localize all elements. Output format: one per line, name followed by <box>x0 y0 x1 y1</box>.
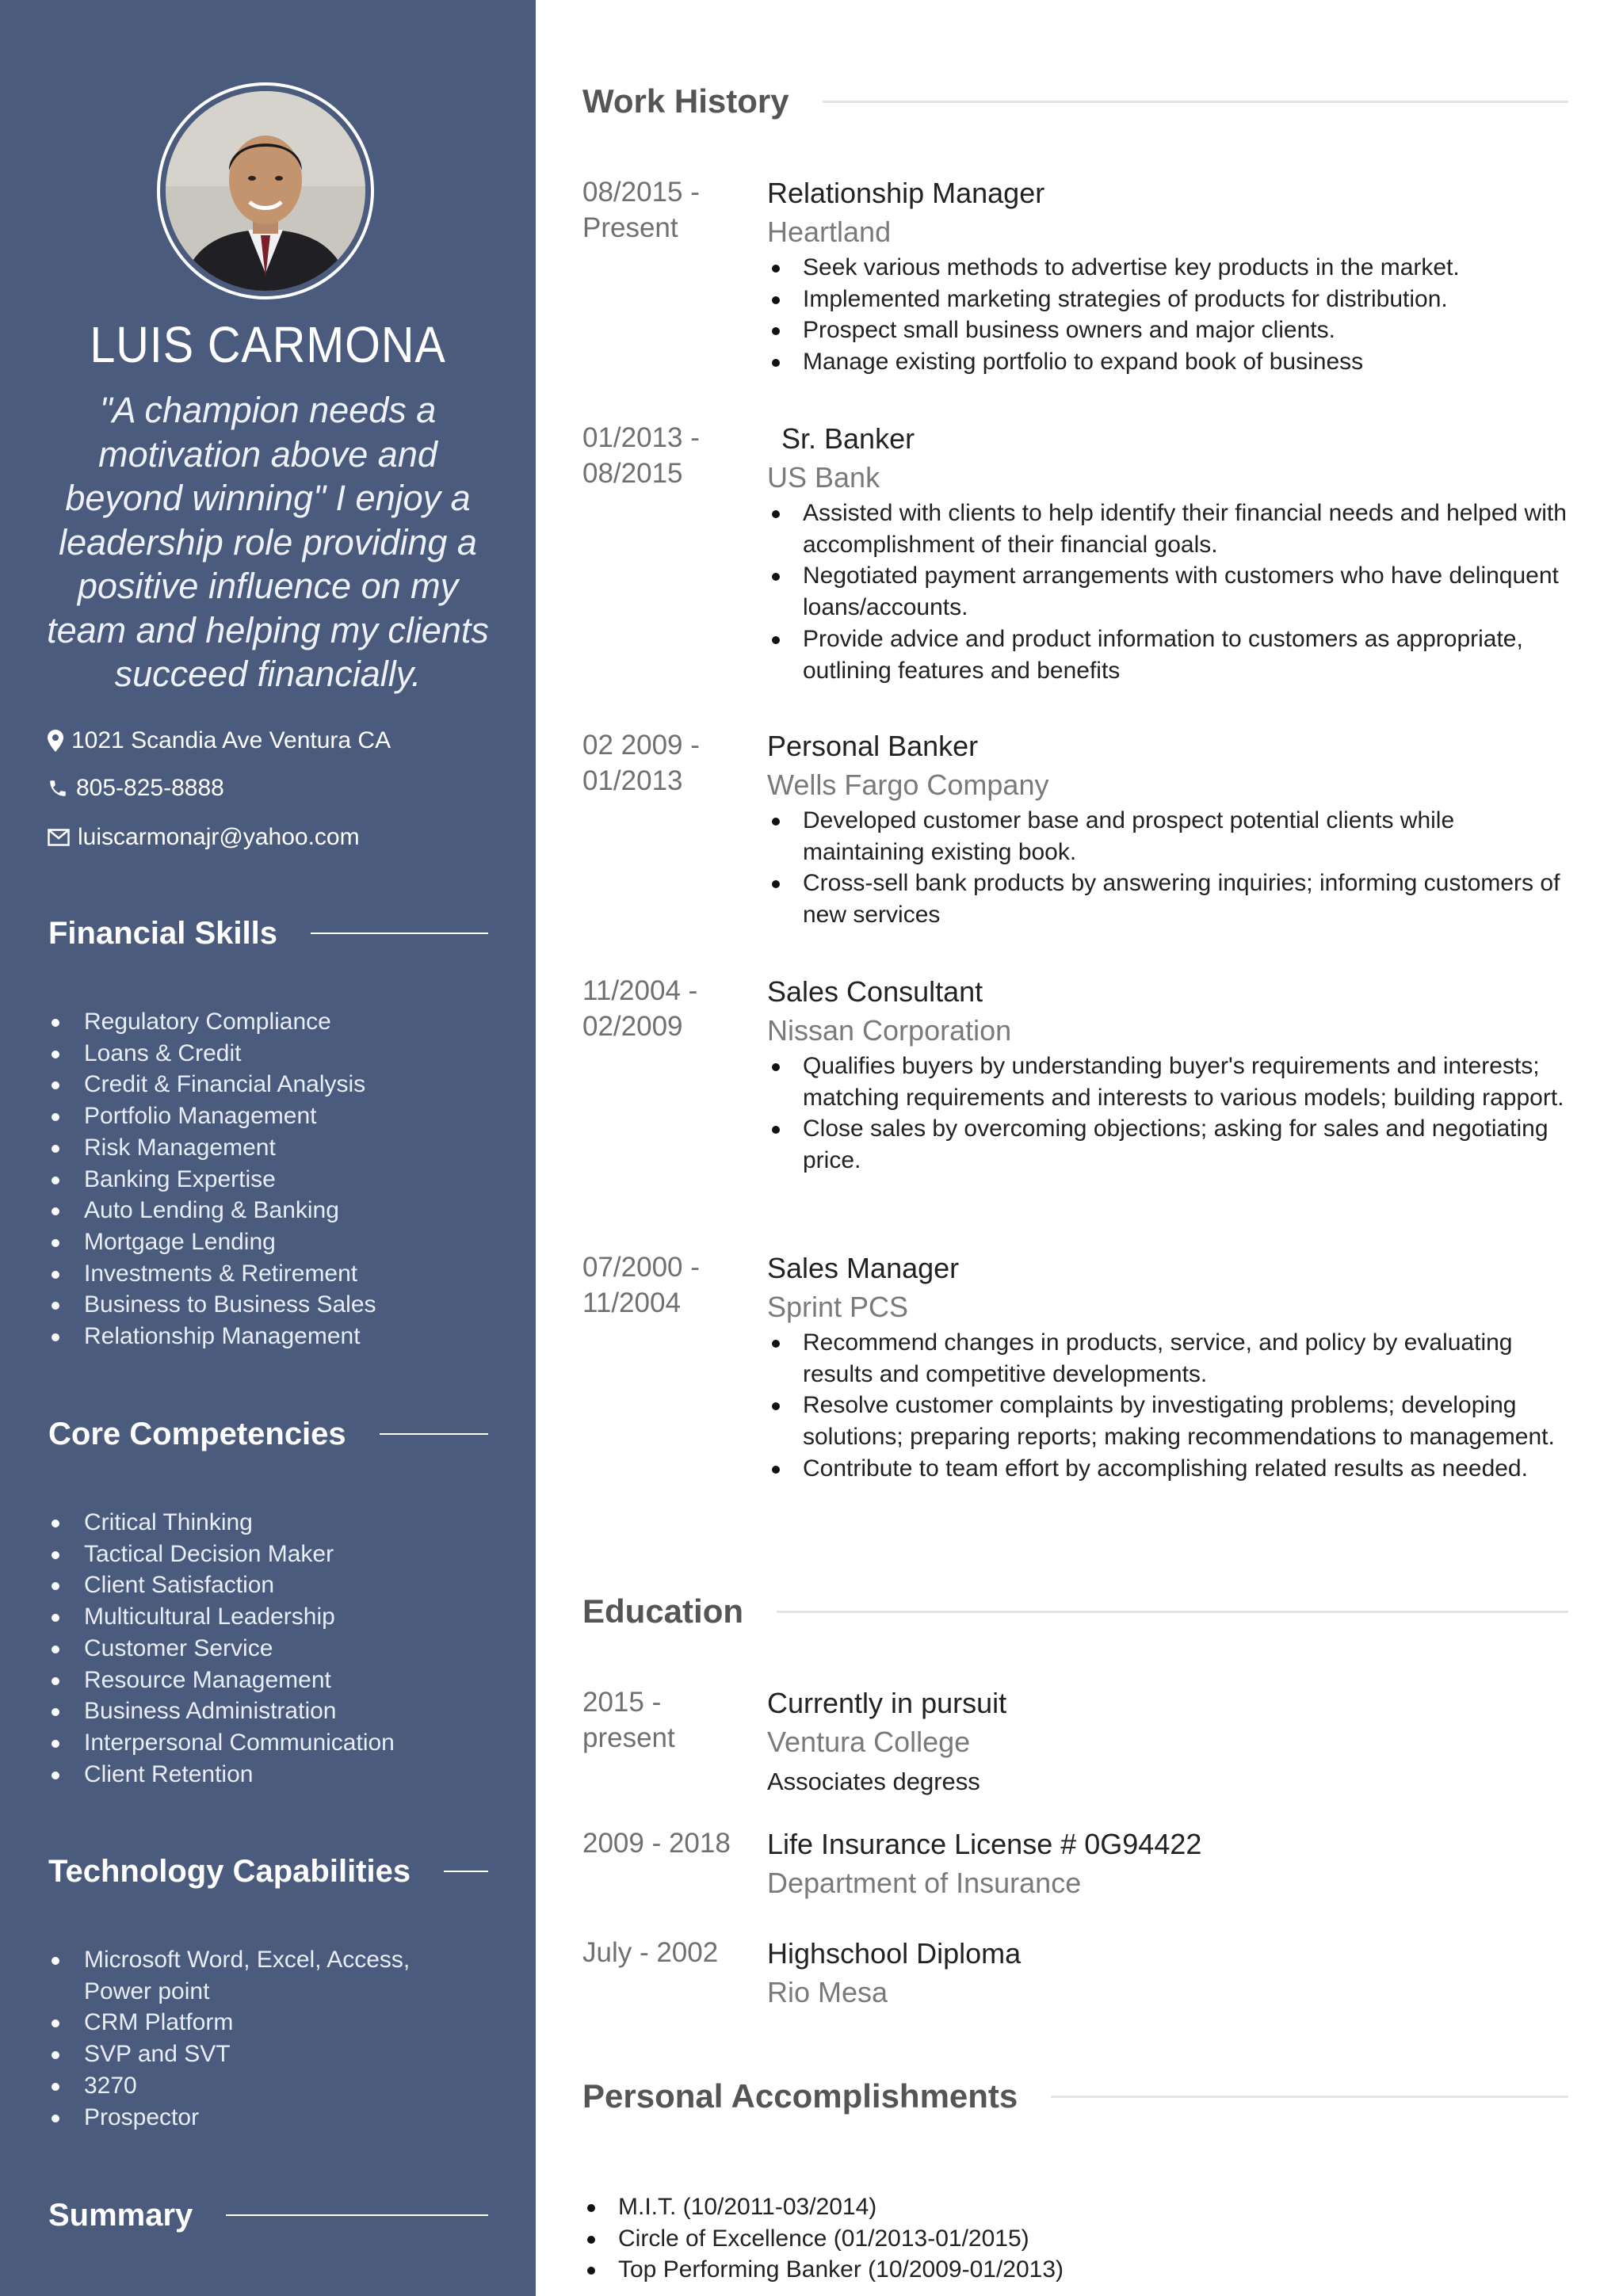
job-title: Sales Manager <box>767 1252 960 1284</box>
list-item: Business to Business Sales <box>48 1289 492 1321</box>
responsibility-list <box>767 498 1575 686</box>
list-item: SVP and SVT <box>48 2039 460 2070</box>
list-item: Mortgage Lending <box>48 1226 492 1258</box>
entry-content <box>767 1249 1575 1485</box>
list-item: Assisted with clients to help identify their financial needs and helped with accomplishment of their financial goals. <box>767 498 1575 560</box>
degree-title: Currently in pursuit <box>767 1687 1007 1719</box>
company-name: Sprint PCS <box>767 1291 909 1323</box>
work-history-heading <box>582 78 1568 125</box>
list-item: Client Satisfaction <box>48 1569 492 1601</box>
address-text: 1021 Scandia Ave Ventura CA <box>71 727 391 753</box>
entry-date: July - 2002 <box>582 1937 719 1968</box>
entry-content <box>767 973 1575 1177</box>
entry-content <box>767 1825 1575 1903</box>
list-item: Provide advice and product information to customers as appropriate, outlining features and benefits <box>767 624 1575 686</box>
email-text[interactable]: luiscarmonajr@yahoo.com <box>78 824 360 850</box>
job-title: Relationship Manager <box>767 177 1045 209</box>
section-title: Summary <box>48 2197 193 2233</box>
school-name: Rio Mesa <box>767 1976 888 2008</box>
list-item: 3270 <box>48 2070 460 2102</box>
school-name: Ventura College <box>767 1726 971 1758</box>
section-title: Education <box>582 1592 744 1630</box>
list-item: Customer Service <box>48 1633 492 1665</box>
degree-title: Highschool Diploma <box>767 1937 1022 1970</box>
summary-section <box>48 2191 488 2239</box>
accomplishments-list <box>582 2191 1568 2286</box>
list-item: Business Administration <box>48 1695 492 1727</box>
contact-address <box>48 727 391 754</box>
list-item: Implemented marketing strategies of products for distribution. <box>767 284 1575 315</box>
list-item: Close sales by overcoming objections; asking for sales and negotiating price. <box>767 1113 1575 1176</box>
responsibility-list <box>767 805 1575 931</box>
degree-note: Associates degress <box>767 1768 980 1795</box>
list-item: Credit & Financial Analysis <box>48 1069 492 1100</box>
list-item: Circle of Excellence (01/2013-01/2015) <box>582 2223 1568 2255</box>
school-name: Department of Insurance <box>767 1867 1082 1899</box>
entry-content <box>767 1684 1575 1802</box>
list-item: Recommend changes in products, service, and policy by evaluating results and competitive developments. <box>767 1327 1575 1390</box>
phone-text: 805-825-8888 <box>76 775 224 801</box>
financial-skills-section <box>48 910 488 1350</box>
entry-date: 02 2009 - 01/2013 <box>582 730 700 796</box>
company-name: Heartland <box>767 215 892 248</box>
section-title: Work History <box>582 82 789 120</box>
entry-date: 11/2004 - 02/2009 <box>582 975 698 1042</box>
education-heading <box>582 1588 1568 1635</box>
entry-date: 08/2015 - Present <box>582 177 700 243</box>
section-heading <box>48 1848 488 1895</box>
list-item: Relationship Management <box>48 1321 492 1352</box>
list-item: Portfolio Management <box>48 1100 492 1132</box>
list-item: Client Retention <box>48 1759 492 1791</box>
phone-icon <box>48 778 68 799</box>
heading-rule <box>777 1611 1568 1613</box>
entry-content <box>767 420 1575 686</box>
entry-date: 01/2013 - 08/2015 <box>582 422 700 489</box>
list-item: Qualifies buyers by understanding buyer's requirements and interests; matching requirements and interests to various models; building rapport. <box>767 1051 1575 1113</box>
heading-rule <box>1051 2096 1568 2098</box>
sidebar <box>0 0 536 2296</box>
list-item: CRM Platform <box>48 2007 460 2039</box>
profile-photo <box>166 91 365 291</box>
list-item: Prospector <box>48 2102 460 2134</box>
entry-content <box>767 727 1575 931</box>
list-item: Top Performing Banker (10/2009-01/2013) <box>582 2254 1568 2286</box>
list-item: Seek various methods to advertise key products in the market. <box>767 252 1575 284</box>
entry-date: 07/2000 - 11/2004 <box>582 1252 700 1318</box>
heading-rule <box>226 2214 488 2216</box>
list-item: Multicultural Leadership <box>48 1601 492 1633</box>
core-competencies-list <box>48 1507 492 1790</box>
list-item: Critical Thinking <box>48 1507 492 1539</box>
list-item: Tactical Decision Maker <box>48 1539 492 1570</box>
responsibility-list <box>767 1051 1575 1177</box>
list-item: Contribute to team effort by accomplishing related results as needed. <box>767 1453 1575 1485</box>
contact-email <box>48 824 360 851</box>
list-item: Prospect small business owners and major clients. <box>767 315 1575 346</box>
list-item: Banking Expertise <box>48 1164 492 1196</box>
section-heading <box>48 1410 488 1458</box>
company-name: US Bank <box>767 461 880 494</box>
main-content <box>536 0 1623 2296</box>
list-item: Loans & Credit <box>48 1038 492 1070</box>
section-title: Technology Capabilities <box>48 1853 411 1889</box>
envelope-icon <box>48 829 70 846</box>
heading-rule <box>823 101 1568 103</box>
heading-rule <box>444 1871 488 1872</box>
section-title: Financial Skills <box>48 915 278 951</box>
list-item: Auto Lending & Banking <box>48 1195 492 1226</box>
core-competencies-section <box>48 1410 488 1787</box>
entry-date: 2015 - present <box>582 1687 675 1753</box>
map-pin-icon <box>48 730 63 752</box>
accomplishments-heading <box>582 2073 1568 2120</box>
list-item: Negotiated payment arrangements with customers who have delinquent loans/accounts. <box>767 560 1575 623</box>
technology-section <box>48 1848 488 2130</box>
responsibility-list <box>767 1327 1575 1485</box>
list-item: Cross-sell bank products by answering inquiries; informing customers of new services <box>767 868 1575 930</box>
degree-title: Life Insurance License # 0G94422 <box>767 1828 1202 1860</box>
personal-quote: "A champion needs a motivation above and beyond winning" I enjoy a leadership role providing a positive influence on my team and helping my clients succeed financially. <box>47 390 489 694</box>
list-item: Manage existing portfolio to expand book of business <box>767 346 1575 378</box>
financial-skills-list <box>48 1006 492 1352</box>
section-title: Personal Accomplishments <box>582 2077 1018 2115</box>
list-item: Risk Management <box>48 1132 492 1164</box>
section-title: Core Competencies <box>48 1416 346 1451</box>
list-item: Regulatory Compliance <box>48 1006 492 1038</box>
candidate-name: LUIS CARMONA <box>90 316 446 373</box>
contact-phone <box>48 775 224 802</box>
entry-date: 2009 - 2018 <box>582 1828 731 1859</box>
responsibility-list <box>767 252 1575 378</box>
heading-rule <box>311 933 488 934</box>
entry-content <box>767 1935 1575 2012</box>
list-item: Resource Management <box>48 1665 492 1696</box>
section-heading <box>48 2191 488 2239</box>
heading-rule <box>380 1433 488 1435</box>
company-name: Wells Fargo Company <box>767 769 1049 801</box>
list-item: Developed customer base and prospect potential clients while maintaining existing book. <box>767 805 1575 868</box>
avatar <box>157 82 374 299</box>
list-item: Resolve customer complaints by investigating problems; developing solutions; preparing reports; making recommendations to management. <box>767 1390 1575 1452</box>
list-item: M.I.T. (10/2011-03/2014) <box>582 2191 1568 2223</box>
company-name: Nissan Corporation <box>767 1014 1012 1047</box>
section-heading <box>48 910 488 957</box>
job-title: Personal Banker <box>767 730 979 762</box>
technology-list <box>48 1944 460 2133</box>
list-item: Investments & Retirement <box>48 1258 492 1290</box>
list-item: Microsoft Word, Excel, Access, Power point <box>48 1944 460 2007</box>
job-title: Sr. Banker <box>781 422 915 455</box>
list-item: Interpersonal Communication <box>48 1727 492 1759</box>
job-title: Sales Consultant <box>767 975 983 1008</box>
entry-content <box>767 174 1575 378</box>
